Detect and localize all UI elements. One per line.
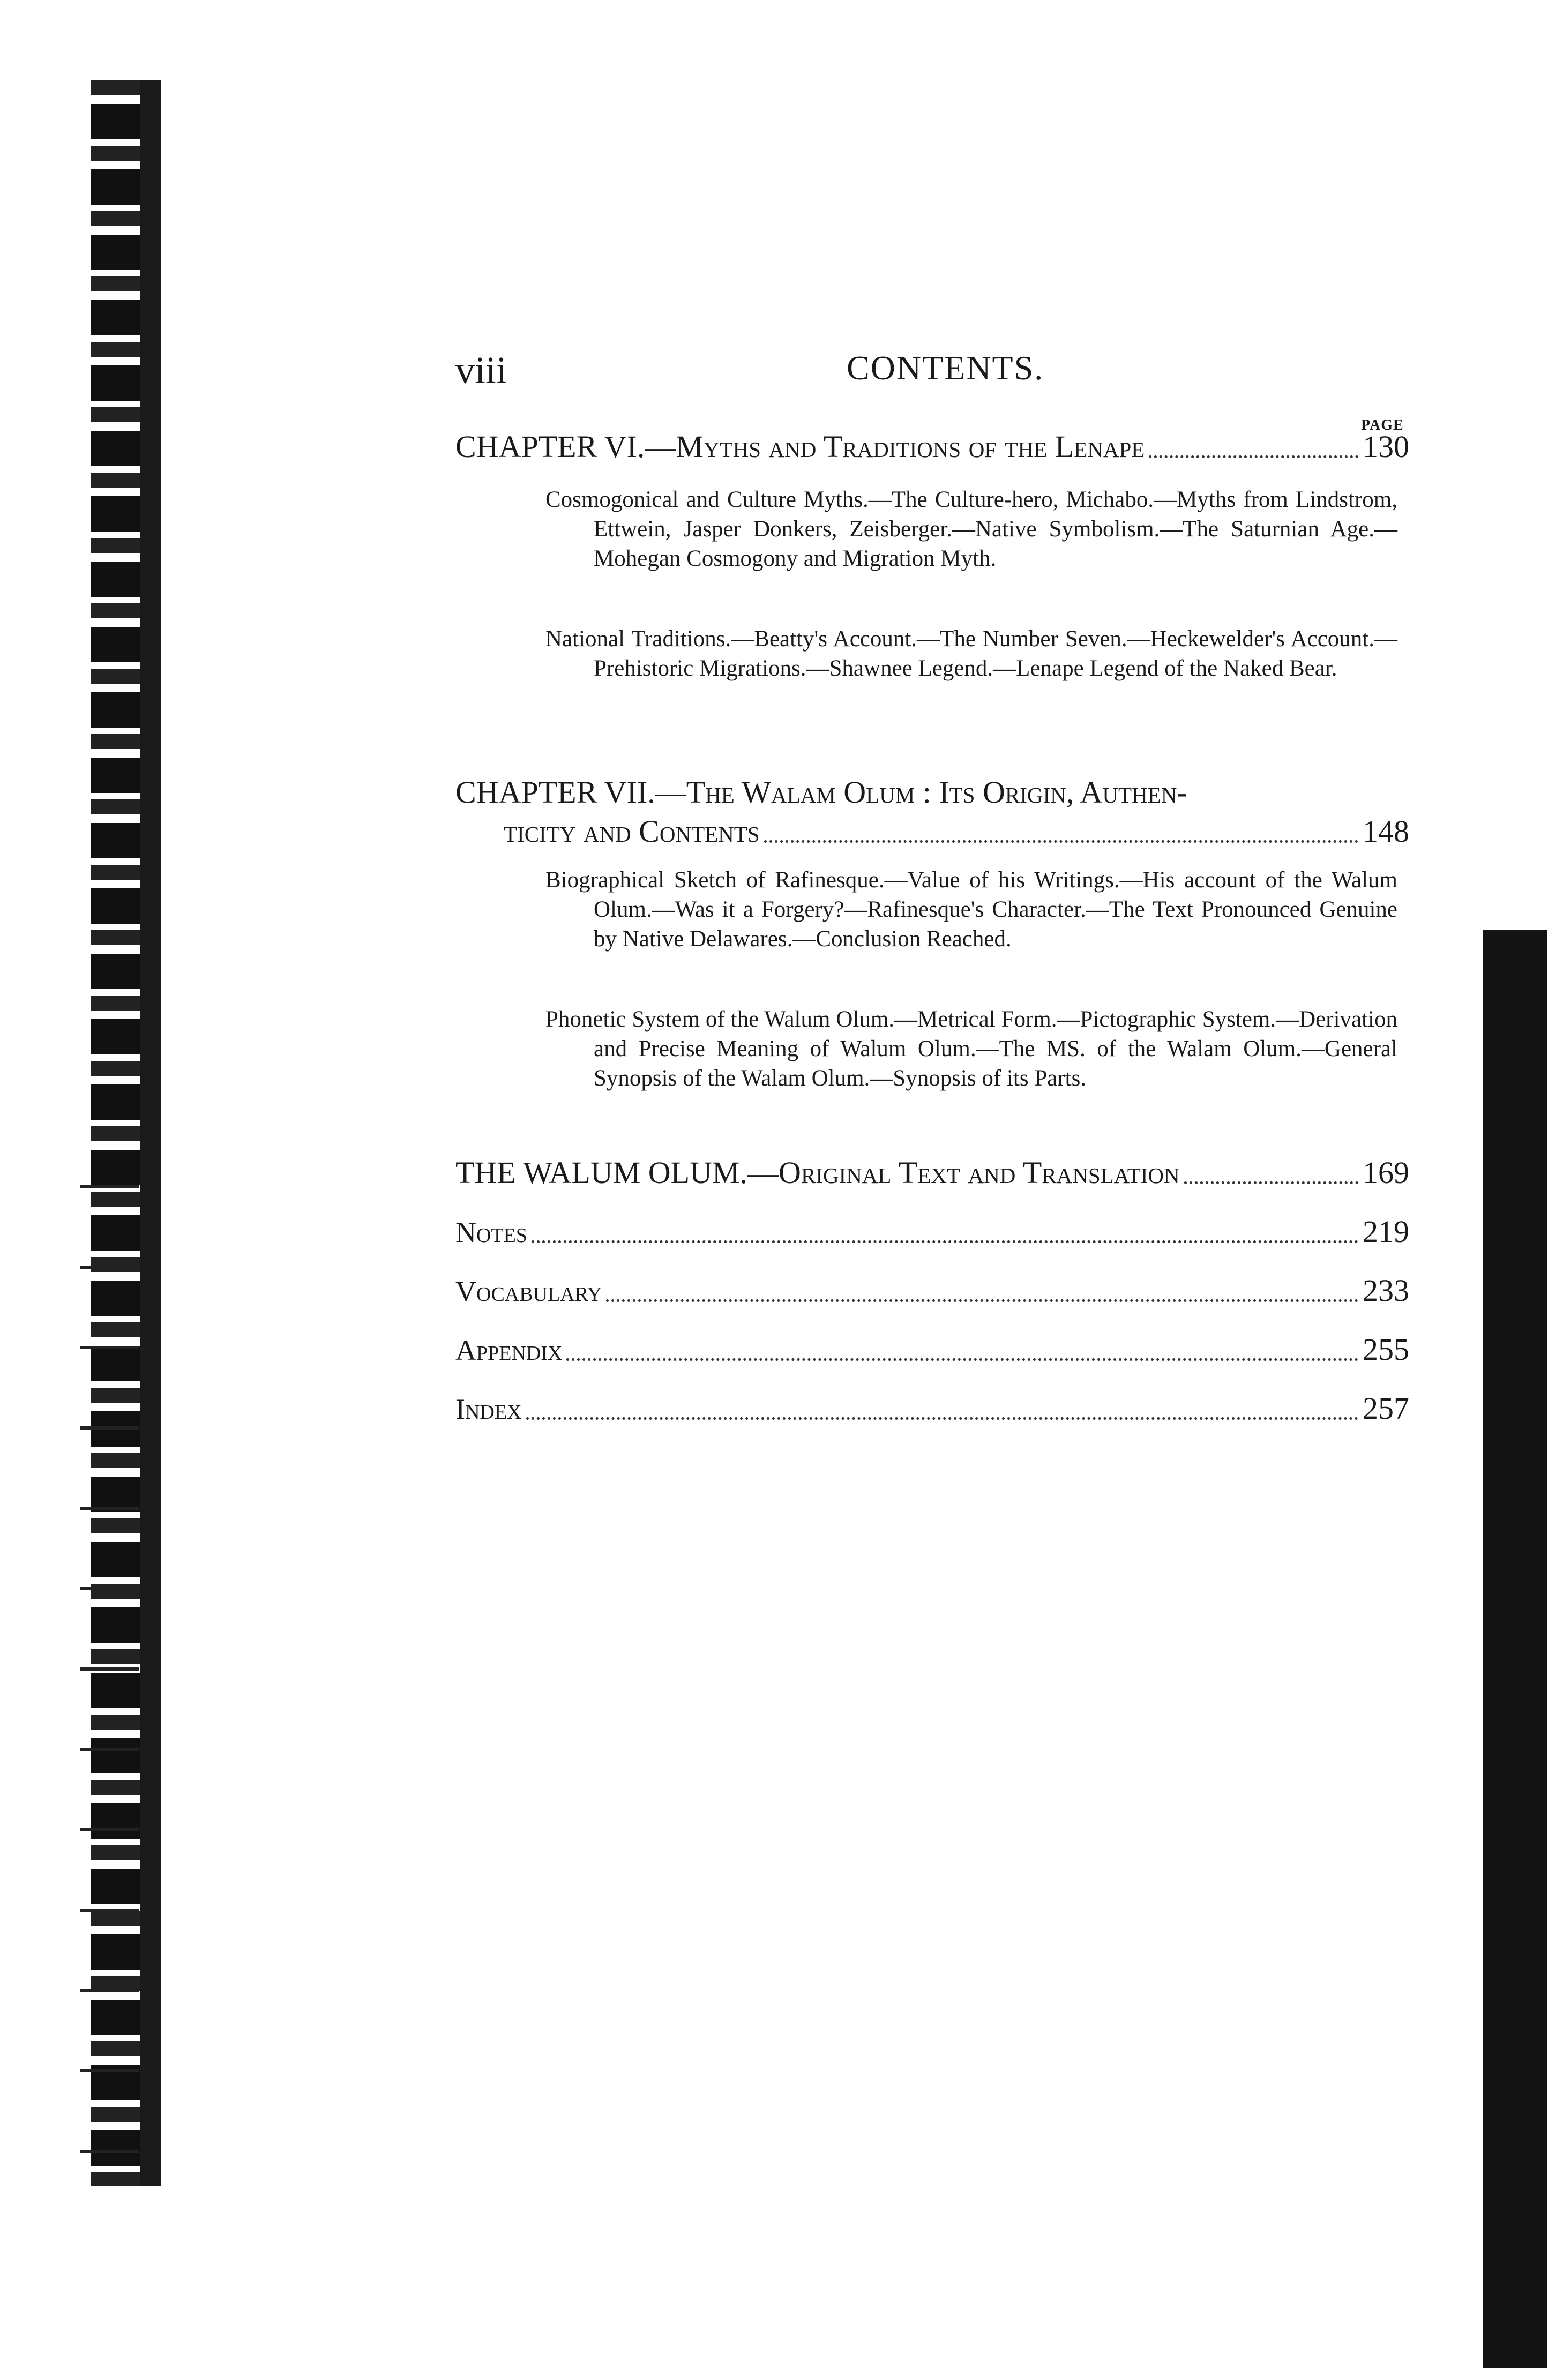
chapter-7-summary-para-2: Phonetic System of the Walum Olum.—Metrical Form.—Pictographic System.—Derivation and Precise Meaning of Walum Olum.—The MS. of the Walam Olum.—General Synopsis of the Walam Olum.—Synopsis of its Parts. xyxy=(545,1007,1397,1091)
chapter-7-page: 148 xyxy=(1363,814,1409,849)
index-title: Index xyxy=(455,1393,522,1425)
chapter-6-summary-2 xyxy=(545,624,1397,683)
appendix-page: 255 xyxy=(1363,1332,1409,1367)
chapter-6-summary-para-1: Cosmogonical and Culture Myths.—The Culture-hero, Michabo.—Myths from Lindstrom, Ettwein, Jasper Donkers, Zeisberger.—Native Symbolism.—The Saturnian Age.—Mohegan Cosmogony and Migration Myth. xyxy=(545,487,1397,571)
toc-entry-chapter-6[interactable] xyxy=(455,429,1409,465)
dot-leader xyxy=(526,1417,1358,1420)
notes-title: Notes xyxy=(455,1216,527,1248)
page-title: CONTENTS. xyxy=(847,349,1044,387)
dot-leader xyxy=(1184,1181,1358,1184)
dot-leader xyxy=(566,1358,1358,1361)
toc-entry-appendix[interactable] xyxy=(455,1331,1409,1367)
walum-olum-title: THE WALUM OLUM.—Original Text and Translation xyxy=(455,1155,1180,1190)
appendix-title: Appendix xyxy=(455,1334,563,1366)
vocabulary-page: 233 xyxy=(1363,1273,1409,1308)
chapter-7-title-line-1: CHAPTER VII.—The Walam Olum : Its Origin, Authen- xyxy=(455,775,1187,810)
dot-leader xyxy=(764,840,1358,843)
dot-leader xyxy=(532,1240,1358,1243)
toc-entry-vocabulary[interactable] xyxy=(455,1273,1409,1308)
chapter-6-page: 130 xyxy=(1363,429,1409,464)
page-column-label: PAGE xyxy=(1361,417,1404,433)
chapter-7-title-line-2: ticity and Contents xyxy=(504,814,760,849)
chapter-7-summary xyxy=(545,865,1397,954)
page-number: viii xyxy=(455,349,507,392)
chapter-7-summary-2 xyxy=(545,1005,1397,1093)
toc-entry-notes[interactable] xyxy=(455,1214,1409,1249)
toc-entry-chapter-7[interactable] xyxy=(455,774,1409,849)
walum-olum-page: 169 xyxy=(1363,1155,1409,1190)
toc-entry-walum-olum[interactable] xyxy=(455,1155,1409,1191)
toc-entry-index[interactable] xyxy=(455,1390,1409,1426)
chapter-6-title: CHAPTER VI.—Myths and Traditions of the Lenape xyxy=(455,429,1145,464)
notes-page: 219 xyxy=(1363,1214,1409,1249)
dot-leader xyxy=(1149,455,1358,458)
chapter-7-summary-para-1: Biographical Sketch of Rafinesque.—Value of his Writings.—His account of the Walum Olum.—Was it a Forgery?—Rafinesque's Character.—The Text Pronounced Genuine by Native Delawares.—Conclusion Reached. xyxy=(545,867,1397,952)
dot-leader xyxy=(606,1299,1358,1302)
vocabulary-title: Vocabulary xyxy=(455,1275,602,1307)
running-head xyxy=(455,348,1527,391)
chapter-6-summary xyxy=(545,485,1397,573)
index-page: 257 xyxy=(1363,1391,1409,1426)
chapter-6-summary-para-2: National Traditions.—Beatty's Account.—The Number Seven.—Heckewelder's Account.—Prehistoric Migrations.—Shawnee Legend.—Lenape Legend of the Naked Bear. xyxy=(545,626,1397,681)
